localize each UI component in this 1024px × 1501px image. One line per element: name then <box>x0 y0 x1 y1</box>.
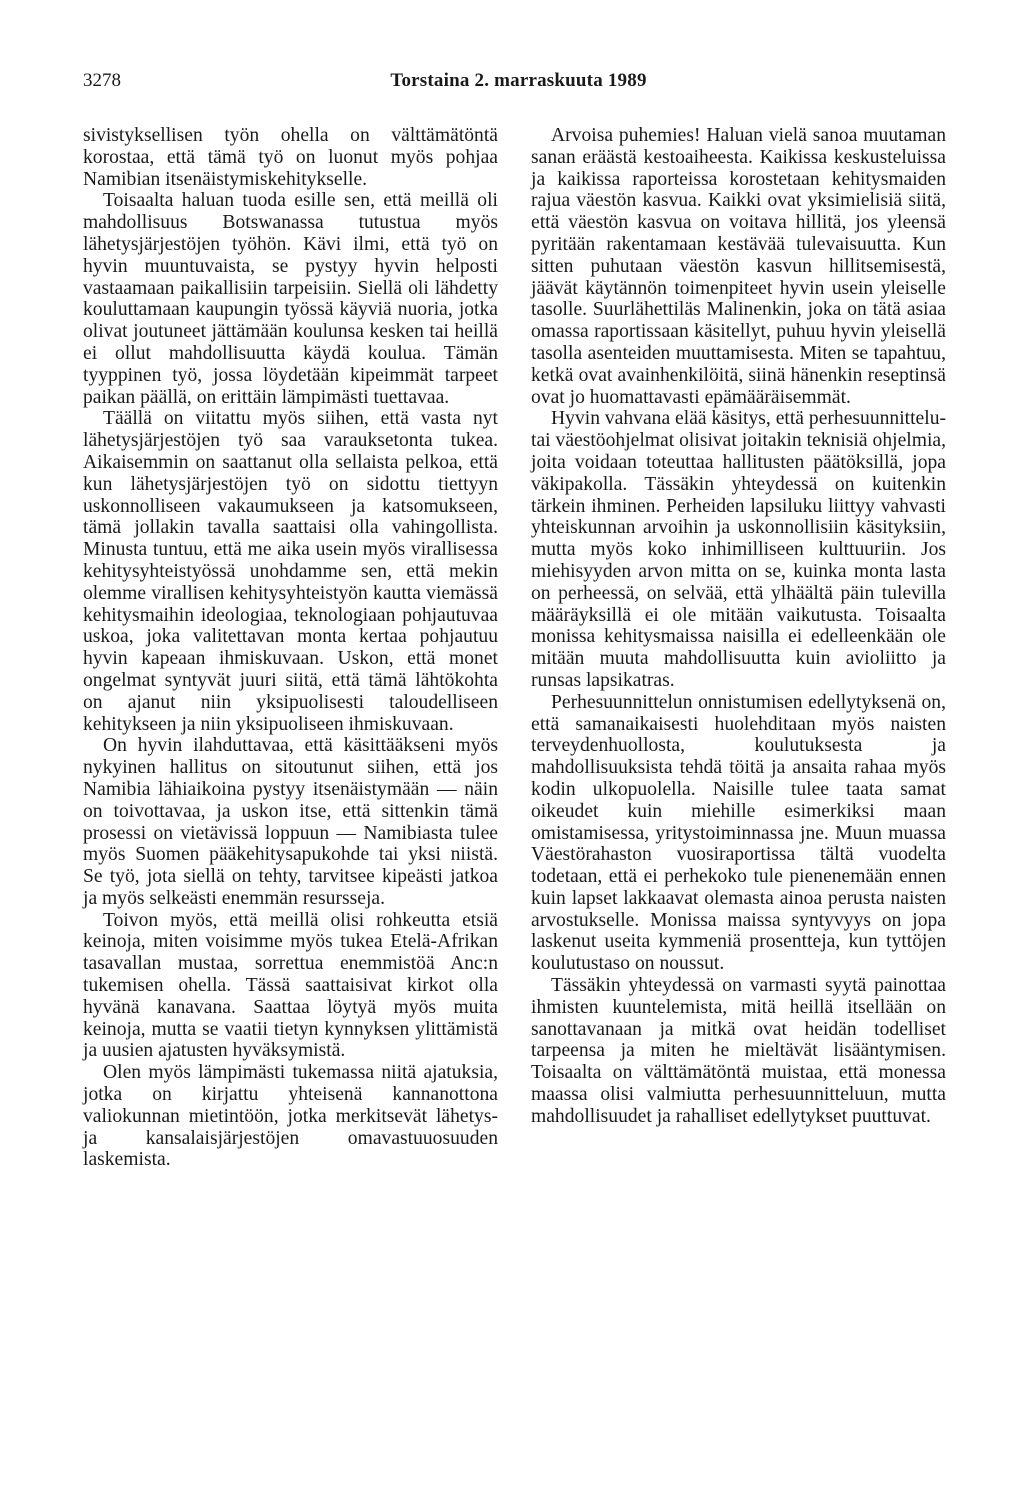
paragraph: Olen myös lämpimästi tukemassa niitä ajatuksia, jotka on kirjattu yhteisenä kannanottona valiokunnan mietintöön, jotka merkitsevät lähetys- ja kansalaisjärjestöjen omavastuuosuuden laskemista. <box>83 1062 498 1171</box>
page-number: 3278 <box>83 70 121 91</box>
paragraph: Täällä on viitattu myös siihen, että vasta nyt lähetysjärjestöjen työ saa varauksetonta tukea. Aikaisemmin on saattanut olla sellaista pelkoa, että kun lähetysjärjestöjen työ on sidottu tiettyyn uskonnolliseen vakaumukseen ja katsomukseen, tämä jollakin tavalla saattaisi olla vahingollista. Minusta tuntuu, että me aika usein myös virallisessa kehitysyhteistyössä unohdamme sen, että mekin olemme virallisen kehitysyhteistyön kautta viemässä kehitysmaihin ideologiaa, teknologiaan pohjautuvaa uskoa, joka valitettavan monta kertaa pohjautuu hyvin kapeaan ihmiskuvaan. Uskon, että monet ongelmat syntyvät juuri siitä, että tämä lähtökohta on ajanut niin yksipuolisesti taloudelliseen kehitykseen ja niin yksipuoliseen ihmiskuvaan. <box>83 408 498 735</box>
paragraph: Tässäkin yhteydessä on varmasti syytä painottaa ihmisten kuuntelemista, mitä heillä itsellään on sanottavanaan ja mitkä ovat heidän todelliset tarpeensa ja miten he mieltävät lisääntymisen. Toisaalta on välttämätöntä muistaa, että monessa maassa olisi valmiutta perhesuunnitteluun, mutta mahdollisuudet ja rahalliset edellytykset puuttuvat. <box>531 975 946 1127</box>
page-header <box>83 70 954 98</box>
paragraph: Arvoisa puhemies! Haluan vielä sanoa muutaman sanan eräästä kestoaiheesta. Kaikissa keskusteluissa ja kaikissa raporteissa korostetaan kehitysmaiden rajua väestön kasvua. Kaikki ovat yksimielisiä siitä, että väestön kasvua on voitava hillitä, jos yleensä pyritään rakentamaan kestävää tulevaisuutta. Kun sitten puhutaan väestön kasvun hillitsemisestä, jäävät käytännön toimenpiteet hyvin usein yleiselle tasolle. Suurlähettiläs Malinenkin, joka on tätä asiaa omassa raportissaan käsitellyt, puhuu hyvin yleisellä tasolla asenteiden muuttamisesta. Miten se tapahtuu, ketkä ovat avainhenkilöitä, siinä hänenkin reseptinsä ovat jo huomattavasti epämääräisemmät. <box>531 125 946 408</box>
paragraph: Perhesuunnittelun onnistumisen edellytyksenä on, että samanaikaisesti huolehditaan myös naisten terveydenhuollosta, koulutuksesta ja mahdollisuuksista tehdä töitä ja ansaita rahaa myös kodin ulkopuolella. Naisille tulee taata samat oikeudet kuin miehille esimerkiksi maan omistamisessa, yritystoiminnassa jne. Muun muassa Väestörahaston vuosiraportissa tältä vuodelta todetaan, että ei perhekoko tule pienenemään ennen kuin lapset lakkaavat olemasta ainoa perusta naisten arvostukselle. Monissa maissa syntyvyys on jopa laskenut useita kymmeniä prosentteja, kun tyttöjen koulutustaso on noussut. <box>531 691 946 975</box>
left-column <box>83 125 498 1171</box>
paragraph: Toivon myös, että meillä olisi rohkeutta etsiä keinoja, miten voisimme myös tukea Etelä-Afrikan tasavallan mustaa, sorrettua enemmistöä Anc:n tukemisen ohella. Tässä saattaisivat kirkot olla hyvänä kanavana. Saattaa löytyä myös muita keinoja, mutta se vaatii tietyn kynnyksen ylittämistä ja uusien ajatusten hyväksymistä. <box>83 909 498 1062</box>
paragraph: sivistyksellisen työn ohella on välttämätöntä korostaa, että tämä työ on luonut myös pohjaa Namibian itsenäistymiskehitykselle. <box>83 125 498 190</box>
page-date: Torstaina 2. marraskuuta 1989 <box>390 70 647 91</box>
paragraph: On hyvin ilahduttavaa, että käsittääkseni myös nykyinen hallitus on sitoutunut siihen, että jos Namibia lähiaikoina pystyy itsenäistymään — näin on toivottavaa, ja uskon itse, että sittenkin tämä prosessi on vietävissä loppuun — Namibiasta tulee myös Suomen pääkehitysapukohde tai yksi niistä. Se työ, jota siellä on tehty, tarvitsee kipeästi jatkoa ja myös selkeästi enemmän resursseja. <box>83 735 498 909</box>
paragraph: Hyvin vahvana elää käsitys, että perhesuunnittelu- tai väestöohjelmat olisivat joitakin teknisiä ohjelmia, joita voidaan toteuttaa hallitusten päätöksillä, jopa väkipakolla. Tässäkin yhteydessä on kuitenkin tärkein ihminen. Perheiden lapsiluku liittyy vahvasti yhteiskunnan arvoihin ja uskonnollisiin käsityksiin, mutta myös koko inhimilliseen kulttuuriin. Jos miehisyyden arvon mitta on se, kuinka monta lasta on perheessä, on selvää, että ylhäältä päin tulevilla määräyksillä ei ole mitään vaikutusta. Toisaalta monissa kehitysmaissa naisilla ei edelleenkään ole mitään muuta mahdollisuutta kuin avioliitto ja runsas lapsikatras. <box>531 408 947 691</box>
paragraph: Toisaalta haluan tuoda esille sen, että meillä oli mahdollisuus Botswanassa tutustua myös lähetysjärjestöjen työhön. Kävi ilmi, että työ on hyvin muuntuvaista, se pystyy hyvin helposti vastaamaan paikallisiin tarpeisiin. Siellä oli lähdetty kouluttamaan kaupungin työssä käyviä nuoria, jotka olivat joutuneet jättämään koulunsa kesken tai heillä ei ollut mahdollisuutta käydä koulua. Tämän tyyppinen työ, jossa löydetään kipeimmät tarpeet paikan päällä, on erittäin lämpimästi tuettavaa. <box>83 190 498 408</box>
right-column <box>531 125 946 1128</box>
